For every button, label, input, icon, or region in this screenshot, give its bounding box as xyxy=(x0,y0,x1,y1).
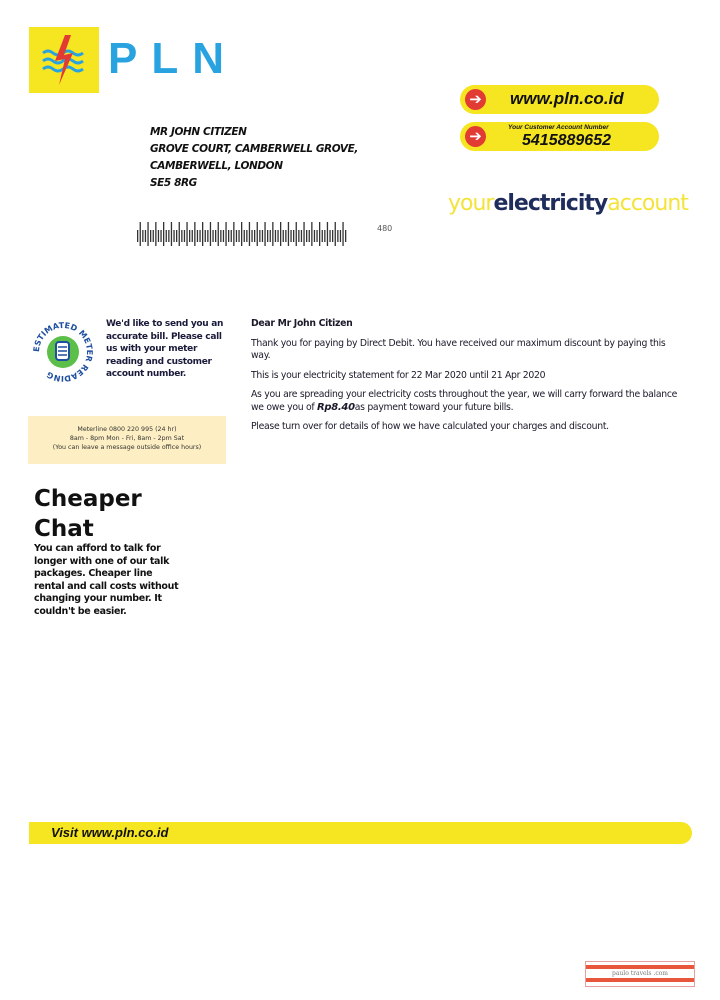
greeting: Dear Mr John Citizen xyxy=(251,318,353,329)
barcode-bar xyxy=(194,222,195,246)
barcode-bar xyxy=(262,230,263,242)
text: as payment toward your future bills. xyxy=(354,401,514,413)
barcode-bar xyxy=(215,230,216,242)
account-number-box xyxy=(460,122,659,151)
estimated-meter-reading-icon xyxy=(29,318,97,386)
website-link[interactable] xyxy=(460,85,659,114)
barcode-bar xyxy=(288,222,289,246)
barcode-bar xyxy=(303,222,304,246)
pln-logo-icon xyxy=(29,27,99,93)
promo-title-line: Chat xyxy=(34,516,94,542)
barcode-bar xyxy=(233,222,234,246)
footer-visit-link[interactable]: Visit www.pln.co.id xyxy=(51,825,169,840)
barcode-bar xyxy=(285,230,286,242)
barcode-bar xyxy=(238,230,239,242)
barcode-bar xyxy=(267,230,268,242)
barcode-bar xyxy=(254,230,255,242)
barcode-bar xyxy=(207,230,208,242)
barcode-bar xyxy=(296,222,297,246)
barcode-bar xyxy=(236,230,237,242)
barcode-bar xyxy=(231,230,232,242)
barcode-bar xyxy=(212,230,213,242)
barcode-bar xyxy=(142,230,143,242)
address-line: GROVE COURT, CAMBERWELL GROVE, xyxy=(150,143,358,155)
barcode-bar xyxy=(259,230,260,242)
barcode-bar xyxy=(332,230,333,242)
barcode-bar xyxy=(311,222,312,246)
barcode-bar xyxy=(275,230,276,242)
promo-body: You can afford to talk for longer with one of our talk packages. Cheaper line rental and call costs without changing your number. It couldn't be easier. xyxy=(34,543,179,617)
barcode-bar xyxy=(272,222,273,246)
badge-text: ESTIMATED METER READING xyxy=(31,320,95,384)
estimate-note: We'd like to send you an accurate bill. Please call us with your meter reading and customer account number. xyxy=(106,319,224,379)
arrow-right-icon: ➔ xyxy=(465,89,486,110)
barcode-bar xyxy=(327,222,328,246)
footer-banner xyxy=(29,822,692,844)
letter-body xyxy=(251,318,686,441)
barcode-bar xyxy=(264,222,265,246)
barcode-bar xyxy=(345,230,346,242)
barcode-bar xyxy=(166,230,167,242)
balance-amount: Rp8.40 xyxy=(317,401,355,413)
barcode-bar xyxy=(337,230,338,242)
barcode-bar xyxy=(179,222,180,246)
barcode-bar xyxy=(140,222,141,246)
barcode-bar xyxy=(314,230,315,242)
barcode-bar xyxy=(181,230,182,242)
barcode-bar xyxy=(335,222,336,246)
barcode-bar xyxy=(306,230,307,242)
watermark-logo: paulo travels .com xyxy=(585,961,695,987)
barcode-bar xyxy=(145,230,146,242)
barcode-bar xyxy=(322,230,323,242)
barcode-bar xyxy=(277,230,278,242)
statement-period: This is your electricity statement for 22 Mar 2020 until 21 Apr 2020 xyxy=(251,369,546,381)
barcode-bar xyxy=(319,222,320,246)
barcode-bar xyxy=(158,230,159,242)
barcode-bar xyxy=(176,230,177,242)
barcode-bar xyxy=(298,230,299,242)
barcode-bar xyxy=(220,230,221,242)
barcode-bar xyxy=(153,230,154,242)
barcode-bar xyxy=(186,222,187,246)
barcode-bar xyxy=(155,222,156,246)
text: As you are spreading your electricity costs throughout the year, we will carry forward the balance we owe you of xyxy=(251,389,678,413)
barcode-bar xyxy=(324,230,325,242)
tagline-your: your xyxy=(448,191,494,216)
meterline-note: (You can leave a message outside office hours) xyxy=(52,444,202,451)
barcode-bar xyxy=(340,230,341,242)
tagline-account: account xyxy=(607,191,688,216)
barcode-bar xyxy=(251,230,252,242)
address-line: CAMBERWELL, LONDON xyxy=(150,160,283,172)
tagline-electricity: electricity xyxy=(493,191,608,216)
letter-paragraph: Please turn over for details of how we have calculated your charges and discount. xyxy=(251,421,609,432)
website-text: www.pln.co.id xyxy=(510,89,624,108)
barcode-bar xyxy=(309,230,310,242)
letter-paragraph: Thank you for paying by Direct Debit. You have received our maximum discount by paying this way. xyxy=(251,337,666,361)
barcode-bar xyxy=(173,230,174,242)
barcode-bar xyxy=(197,230,198,242)
recipient-address xyxy=(150,124,358,192)
account-number: 5415889652 xyxy=(522,132,611,149)
barcode-bar xyxy=(160,230,161,242)
barcode-bar xyxy=(225,222,226,246)
barcode-bar xyxy=(280,222,281,246)
barcode-bar xyxy=(301,230,302,242)
barcode-bar xyxy=(244,230,245,242)
barcode-bar xyxy=(202,222,203,246)
barcode-bar xyxy=(246,230,247,242)
address-line: SE5 8RG xyxy=(150,177,197,189)
barcode-bar xyxy=(150,230,151,242)
barcode-bar xyxy=(257,222,258,246)
address-line: MR JOHN CITIZEN xyxy=(150,126,247,138)
arrow-right-icon: ➔ xyxy=(465,126,486,147)
barcode-bar xyxy=(241,222,242,246)
promo-title xyxy=(34,484,142,544)
barcode-bar xyxy=(228,230,229,242)
barcode-bar xyxy=(218,222,219,246)
letter-paragraph xyxy=(251,389,686,414)
barcode-bar xyxy=(290,230,291,242)
barcode-bar xyxy=(147,222,148,246)
barcode-number: 480 xyxy=(377,224,393,233)
barcode-bar xyxy=(163,222,164,246)
barcode-bar xyxy=(293,230,294,242)
barcode-bar xyxy=(171,222,172,246)
postal-barcode xyxy=(137,222,347,246)
logo-text: PLN xyxy=(108,34,238,83)
barcode-bar xyxy=(270,230,271,242)
barcode-bar xyxy=(210,222,211,246)
meterline-hours: 8am - 8pm Mon - Fri, 8am - 2pm Sat xyxy=(69,435,185,442)
meterline-phone: Meterline 0800 220 995 (24 hr) xyxy=(77,426,177,433)
tagline xyxy=(448,191,688,216)
barcode-bar xyxy=(168,230,169,242)
barcode-bar xyxy=(205,230,206,242)
barcode-bar xyxy=(189,230,190,242)
promo-title-line: Cheaper xyxy=(34,486,142,512)
barcode-bar xyxy=(329,230,330,242)
meterline-box xyxy=(28,416,226,464)
barcode-bar xyxy=(249,222,250,246)
barcode-bar xyxy=(192,230,193,242)
barcode-bar xyxy=(137,230,138,242)
barcode-bar xyxy=(342,222,343,246)
barcode-bar xyxy=(223,230,224,242)
barcode-bar xyxy=(184,230,185,242)
barcode-bar xyxy=(199,230,200,242)
account-label: Your Customer Account Number xyxy=(508,124,609,131)
barcode-bar xyxy=(283,230,284,242)
barcode-bar xyxy=(316,230,317,242)
